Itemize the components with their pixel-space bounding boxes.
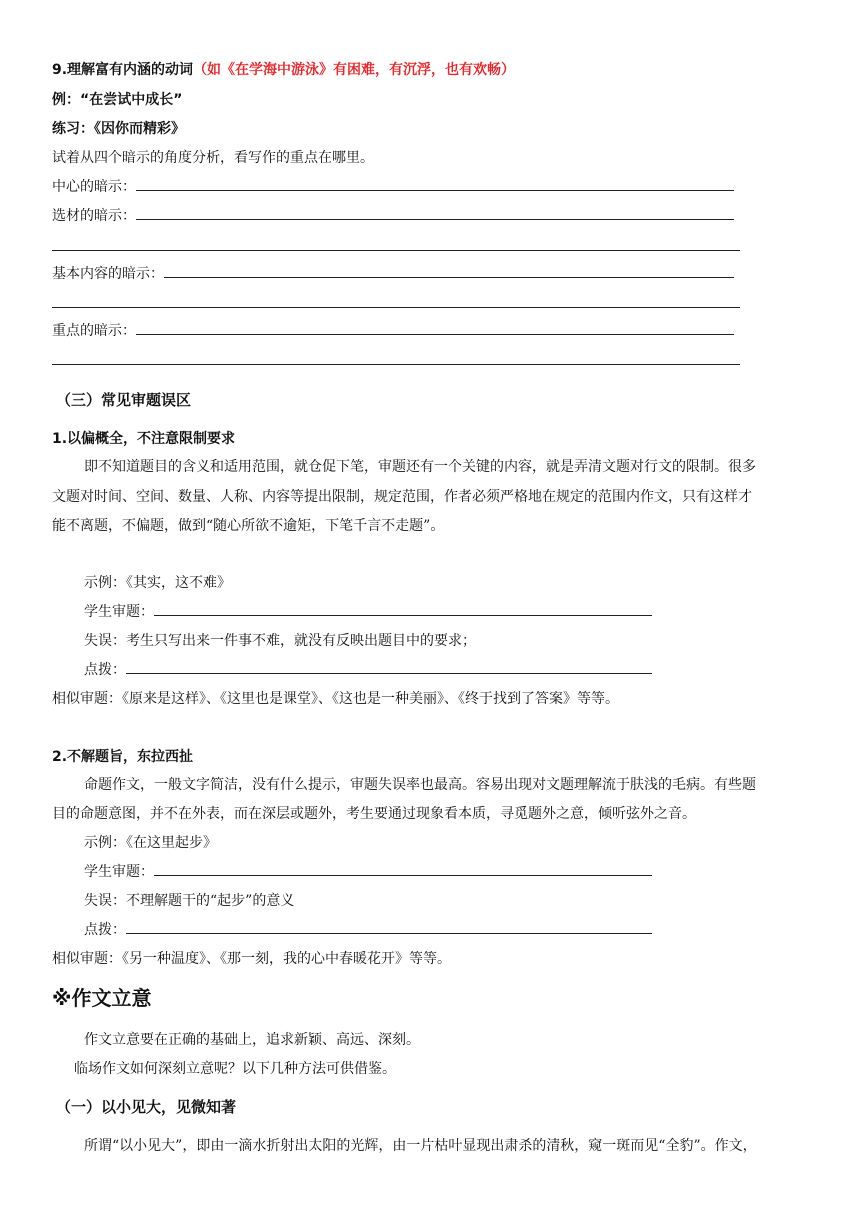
content-hint-field[interactable]	[52, 264, 734, 284]
focus-hint-blank[interactable]	[136, 322, 734, 335]
center-hint-field[interactable]	[52, 177, 734, 197]
intent-sub1-title: （一）以小见大，见微知著	[56, 1098, 237, 1116]
item2-tip-label: 点拨：	[84, 922, 126, 938]
item9-instruction: 试着从四个暗示的角度分析，看写作的重点在哪里。	[52, 150, 374, 166]
intent-paragraph-2: 临场作文如何深刻立意呢？以下几种方法可供借鉴。	[74, 1061, 396, 1077]
material-hint-blank-line-2[interactable]	[52, 250, 740, 251]
focus-hint-blank-line-2[interactable]	[52, 364, 740, 365]
intent-sub1-paragraph: 所谓“以小见大”，即由一滴水折射出太阳的光辉，由一片枯叶显现出肃杀的清秋，窥一斑而见“全豹”。作文，	[84, 1138, 757, 1154]
item1-para-line-3: 能不离题，不偏题，做到“随心所欲不逾矩，下笔千言不走题”。	[52, 518, 445, 534]
item9-heading-line	[52, 60, 515, 80]
item2-example: 示例：《在这里起步》	[84, 835, 217, 851]
item2-heading: 2.不解题旨，东拉西扯	[52, 749, 194, 765]
item1-tip-field[interactable]	[84, 660, 652, 680]
content-hint-blank-line-2[interactable]	[52, 307, 740, 308]
content-hint-blank[interactable]	[164, 265, 734, 278]
section3-title: （三）常见审题误区	[56, 391, 192, 409]
center-hint-blank[interactable]	[136, 178, 734, 191]
item1-student-blank[interactable]	[154, 603, 652, 616]
item9-practice: 练习：《因你而精彩》	[52, 121, 185, 137]
item9-example: 例：“在尝试中成长”	[52, 92, 183, 108]
intent-paragraph-1: 作文立意要在正确的基础上，追求新颖、高远、深刻。	[84, 1032, 420, 1048]
item2-tip-blank[interactable]	[126, 921, 652, 934]
item1-para-line-1: 即不知道题目的含义和适用范围，就仓促下笔，审题还有一个关键的内容，就是弄清文题对行文的限制。很多	[84, 459, 756, 475]
item2-similar: 相似审题：《另一种温度》、《那一刻，我的心中春暖花开》等等。	[52, 951, 451, 967]
intent-title: ※作文立意	[52, 986, 152, 1010]
material-hint-label: 选材的暗示：	[52, 208, 136, 224]
item9-note: （如《在学海中游泳》有困难，有沉浮，也有欢畅）	[193, 62, 516, 78]
item2-mistake: 失误：不理解题干的“起步”的意义	[84, 893, 295, 909]
item1-tip-blank[interactable]	[126, 661, 652, 674]
item1-student-field[interactable]	[84, 602, 652, 622]
item1-student-label: 学生审题：	[84, 604, 154, 620]
item2-para-line-2: 目的命题意图，并不在外表，而在深层或题外，考生要通过现象看本质，寻觅题外之意，倾听弦外之音。	[52, 806, 696, 822]
item1-para-line-2: 文题对时间、空间、数量、人称、内容等提出限制，规定范围，作者必须严格地在规定的范围内作文，只有这样才	[52, 489, 752, 505]
item1-heading: 1.以偏概全，不注意限制要求	[52, 431, 236, 447]
item2-student-field[interactable]	[84, 862, 652, 882]
focus-hint-field[interactable]	[52, 321, 734, 341]
item1-mistake: 失误：考生只写出来一件事不难，就没有反映出题目中的要求；	[84, 633, 476, 649]
item2-student-label: 学生审题：	[84, 864, 154, 880]
item2-tip-field[interactable]	[84, 920, 652, 940]
item1-similar: 相似审题：《原来是这样》、《这里也是课堂》、《这也是一种美丽》、《终于找到了答案》等等。	[52, 691, 619, 707]
item2-student-blank[interactable]	[154, 863, 652, 876]
item9-heading: 9.理解富有内涵的动词	[52, 62, 194, 78]
item2-para-line-1: 命题作文，一般文字简洁，没有什么提示，审题失误率也最高。容易出现对文题理解流于肤浅的毛病。有些题	[84, 777, 756, 793]
focus-hint-label: 重点的暗示：	[52, 323, 136, 339]
material-hint-blank[interactable]	[136, 207, 734, 220]
item1-tip-label: 点拨：	[84, 662, 126, 678]
center-hint-label: 中心的暗示：	[52, 179, 136, 195]
content-hint-label: 基本内容的暗示：	[52, 266, 164, 282]
material-hint-field[interactable]	[52, 206, 734, 226]
item1-example: 示例：《其实，这不难》	[84, 575, 231, 591]
